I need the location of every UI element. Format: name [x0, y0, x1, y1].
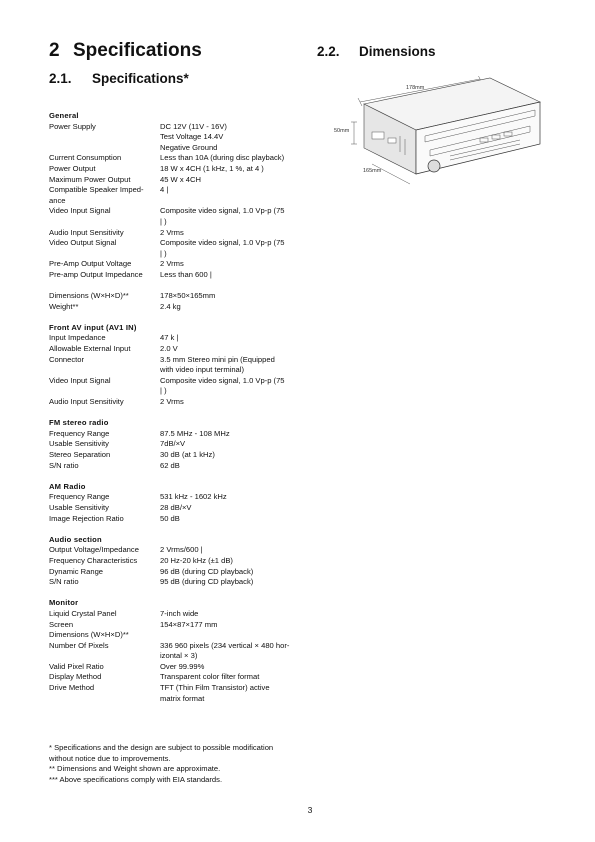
spec-row [49, 302, 299, 313]
spec-label: Number Of Pixels [49, 640, 109, 650]
spec-row [49, 514, 299, 525]
spec-value: matrix format [160, 693, 205, 703]
spec-row [49, 429, 299, 440]
spec-label: Power Supply [49, 121, 96, 131]
spec-label [49, 386, 160, 397]
spec-value [160, 630, 299, 641]
spec-value: DC 12V (11V - 16V) [160, 121, 227, 131]
width-dimension-label: 178mm [406, 85, 425, 91]
spec-row [49, 694, 299, 705]
spec-section [49, 418, 299, 471]
dimensions-subheading-title: Dimensions [359, 44, 436, 59]
spec-value: | ) [160, 216, 167, 226]
spec-value: Composite video signal, 1.0 Vp-p (75 [160, 238, 285, 248]
spec-section-title: AM Radio [49, 481, 86, 491]
spec-row [49, 439, 299, 450]
spec-row [49, 461, 299, 472]
spec-label [49, 365, 160, 376]
spec-label: Weight** [49, 301, 79, 311]
spec-value: Less than 10A (during disc playback) [160, 153, 285, 163]
spec-section-title: FM stereo radio [49, 418, 109, 428]
spec-value: Transparent color filter format [160, 672, 260, 682]
spec-row [49, 567, 299, 578]
spec-value: 2 Vrms/600 | [160, 545, 203, 555]
spec-row [49, 238, 299, 249]
spec-label: Stereo Separation [49, 450, 111, 459]
spec-row [49, 641, 299, 652]
spec-label: Power Output [49, 163, 96, 173]
spec-value: 7-inch wide [160, 608, 199, 618]
spec-value [160, 281, 299, 292]
spec-section [49, 482, 299, 524]
spec-row [49, 344, 299, 355]
spec-row [49, 259, 299, 270]
spec-section-title: General [49, 111, 79, 120]
spec-value [160, 196, 299, 207]
spec-label: Video Input Signal [49, 206, 111, 216]
spec-row [49, 672, 299, 683]
spec-label [49, 281, 160, 292]
spec-label: Connector [49, 354, 85, 364]
specifications-subheading-title: Specifications* [92, 71, 189, 86]
spec-row [49, 196, 299, 207]
spec-row [49, 365, 299, 376]
spec-row [49, 333, 299, 344]
spec-row [49, 143, 299, 154]
spec-label: Pre-amp Output Impedance [49, 269, 143, 279]
depth-dimension-label: 165mm [363, 168, 382, 174]
spec-label: Output Voltage/Impedance [49, 545, 139, 555]
specifications-list [49, 111, 299, 715]
spec-label [49, 217, 160, 228]
spec-value: TFT (Thin Film Transistor) active [160, 683, 270, 693]
spec-label: Dimensions (W×H×D)** [49, 291, 129, 301]
spec-row [49, 164, 299, 175]
spec-value: 87.5 MHz - 108 MHz [160, 428, 230, 438]
footnote-line: *** Above specifications comply with EIA standards. [49, 774, 223, 784]
footnote-line: * Specifications and the design are subject to possible modification [49, 743, 274, 752]
spec-value: 18 W x 4CH (1 kHz, 1 %, at 4 ) [160, 163, 264, 173]
spec-row [49, 492, 299, 503]
spec-value: 3.5 mm Stereo mini pin (Equipped [160, 354, 275, 364]
spec-row [49, 270, 299, 281]
spec-value: 2.4 kg [160, 301, 181, 311]
spec-section [49, 111, 299, 312]
spec-row [49, 545, 299, 556]
spec-row [49, 175, 299, 186]
spec-value: 154×87×177 mm [160, 619, 218, 629]
spec-value: Test Voltage 14.4V [160, 132, 224, 142]
spec-value: | ) [160, 248, 167, 258]
spec-value: 2 Vrms [160, 397, 184, 407]
spec-label: S/N ratio [49, 460, 79, 470]
spec-label: Pre-Amp Output Voltage [49, 259, 132, 269]
spec-value: 178×50×165mm [160, 291, 216, 301]
spec-value: izontal × 3) [160, 651, 198, 661]
spec-label: Audio Input Sensitivity [49, 397, 124, 407]
spec-section-title: Monitor [49, 598, 79, 608]
page-number: 3 [307, 805, 313, 815]
spec-label: Current Consumption [49, 153, 122, 163]
spec-value: 531 kHz - 1602 kHz [160, 492, 227, 502]
spec-value: 4 | [160, 185, 169, 195]
spec-label: Input Impedance [49, 333, 106, 343]
spec-label: Screen [49, 619, 74, 629]
spec-section [49, 598, 299, 704]
spec-value: 50 dB [160, 513, 180, 523]
spec-row [49, 450, 299, 461]
spec-label: Usable Sensitivity [49, 439, 109, 449]
spec-label: Video Input Signal [49, 375, 111, 385]
spec-row [49, 185, 299, 196]
footnote-line: ** Dimensions and Weight shown are approximate. [49, 764, 221, 774]
spec-value: Composite video signal, 1.0 Vp-p (75 [160, 206, 285, 216]
spec-value: with video input terminal) [160, 365, 244, 375]
spec-value: 7dB/×V [160, 439, 186, 449]
spec-row [49, 376, 299, 387]
spec-value: 96 dB (during CD playback) [160, 566, 254, 576]
spec-section [49, 535, 299, 588]
spec-value: Composite video signal, 1.0 Vp-p (75 [160, 375, 285, 385]
spec-value: | ) [160, 386, 167, 396]
spec-value: 2 Vrms [160, 259, 184, 269]
spec-value: 62 dB [160, 460, 180, 470]
spec-value: 95 dB (during CD playback) [160, 577, 254, 587]
spec-row [49, 620, 299, 631]
spec-row [49, 397, 299, 408]
spec-row [49, 281, 299, 292]
height-dimension-label: 50mm [334, 128, 350, 134]
unit-dimensions-drawing [330, 76, 550, 186]
spec-row [49, 228, 299, 239]
heading-title: Specifications [73, 40, 202, 61]
spec-row [49, 651, 299, 662]
spec-row [49, 503, 299, 514]
spec-label: Liquid Crystal Panel [49, 608, 117, 618]
spec-row [49, 683, 299, 694]
spec-row [49, 556, 299, 567]
volume-knob-graphic [428, 160, 440, 172]
spec-row [49, 662, 299, 673]
spec-label: Video Output Signal [49, 238, 117, 248]
spec-label [49, 132, 160, 143]
spec-value: 30 dB (at 1 kHz) [160, 450, 215, 459]
spec-label: Dimensions (W×H×D)** [49, 630, 129, 640]
spec-row [49, 577, 299, 588]
spec-row [49, 355, 299, 366]
spec-value: 2.0 V [160, 344, 178, 354]
spec-label: ance [49, 195, 66, 205]
specifications-subheading-number: 2.1. [49, 71, 72, 86]
spec-label: Audio Input Sensitivity [49, 227, 124, 237]
spec-label [49, 249, 160, 260]
spec-label: Compatible Speaker Imped- [49, 185, 144, 195]
spec-row [49, 122, 299, 133]
spec-row [49, 630, 299, 641]
spec-label: Image Rejection Ratio [49, 513, 124, 523]
spec-row [49, 291, 299, 302]
spec-section-title: Front AV input (AV1 IN) [49, 322, 137, 332]
dimensions-subheading [317, 44, 436, 59]
spec-label: Valid Pixel Ratio [49, 661, 104, 671]
specifications-subheading [49, 71, 189, 86]
spec-value: 336 960 pixels (234 vertical × 480 hor- [160, 640, 290, 650]
spec-row [49, 386, 299, 397]
page-heading [49, 40, 202, 62]
spec-label: S/N ratio [49, 577, 79, 587]
footnotes [49, 743, 309, 785]
spec-label [49, 143, 160, 154]
spec-value: 47 k | [160, 333, 179, 343]
spec-label: Allowable External Input [49, 344, 131, 354]
spec-row [49, 132, 299, 143]
spec-value: 20 Hz-20 kHz (±1 dB) [160, 555, 233, 565]
spec-section [49, 323, 299, 408]
spec-row [49, 206, 299, 217]
spec-label [49, 694, 160, 705]
footnote-line: without notice due to improvements. [49, 753, 171, 763]
spec-row [49, 153, 299, 164]
spec-value: Less than 600 | [160, 269, 212, 279]
spec-value: Over 99.99% [160, 661, 205, 671]
spec-row [49, 609, 299, 620]
spec-label: Frequency Range [49, 492, 110, 502]
spec-value: 45 W x 4CH [160, 174, 201, 184]
spec-value: 28 dB/×V [160, 502, 192, 512]
spec-label: Maximum Power Output [49, 174, 131, 184]
spec-label: Frequency Characteristics [49, 555, 138, 565]
spec-label: Frequency Range [49, 428, 110, 438]
spec-row [49, 217, 299, 228]
heading-number: 2 [49, 40, 60, 61]
spec-label: Dynamic Range [49, 566, 104, 576]
dimensions-subheading-number: 2.2. [317, 44, 340, 59]
spec-row [49, 249, 299, 260]
spec-label: Drive Method [49, 683, 95, 693]
spec-section-title: Audio section [49, 534, 102, 544]
spec-label [49, 651, 160, 662]
spec-value: Negative Ground [160, 142, 218, 152]
spec-label: Usable Sensitivity [49, 502, 109, 512]
spec-label: Display Method [49, 672, 102, 682]
spec-value: 2 Vrms [160, 227, 184, 237]
